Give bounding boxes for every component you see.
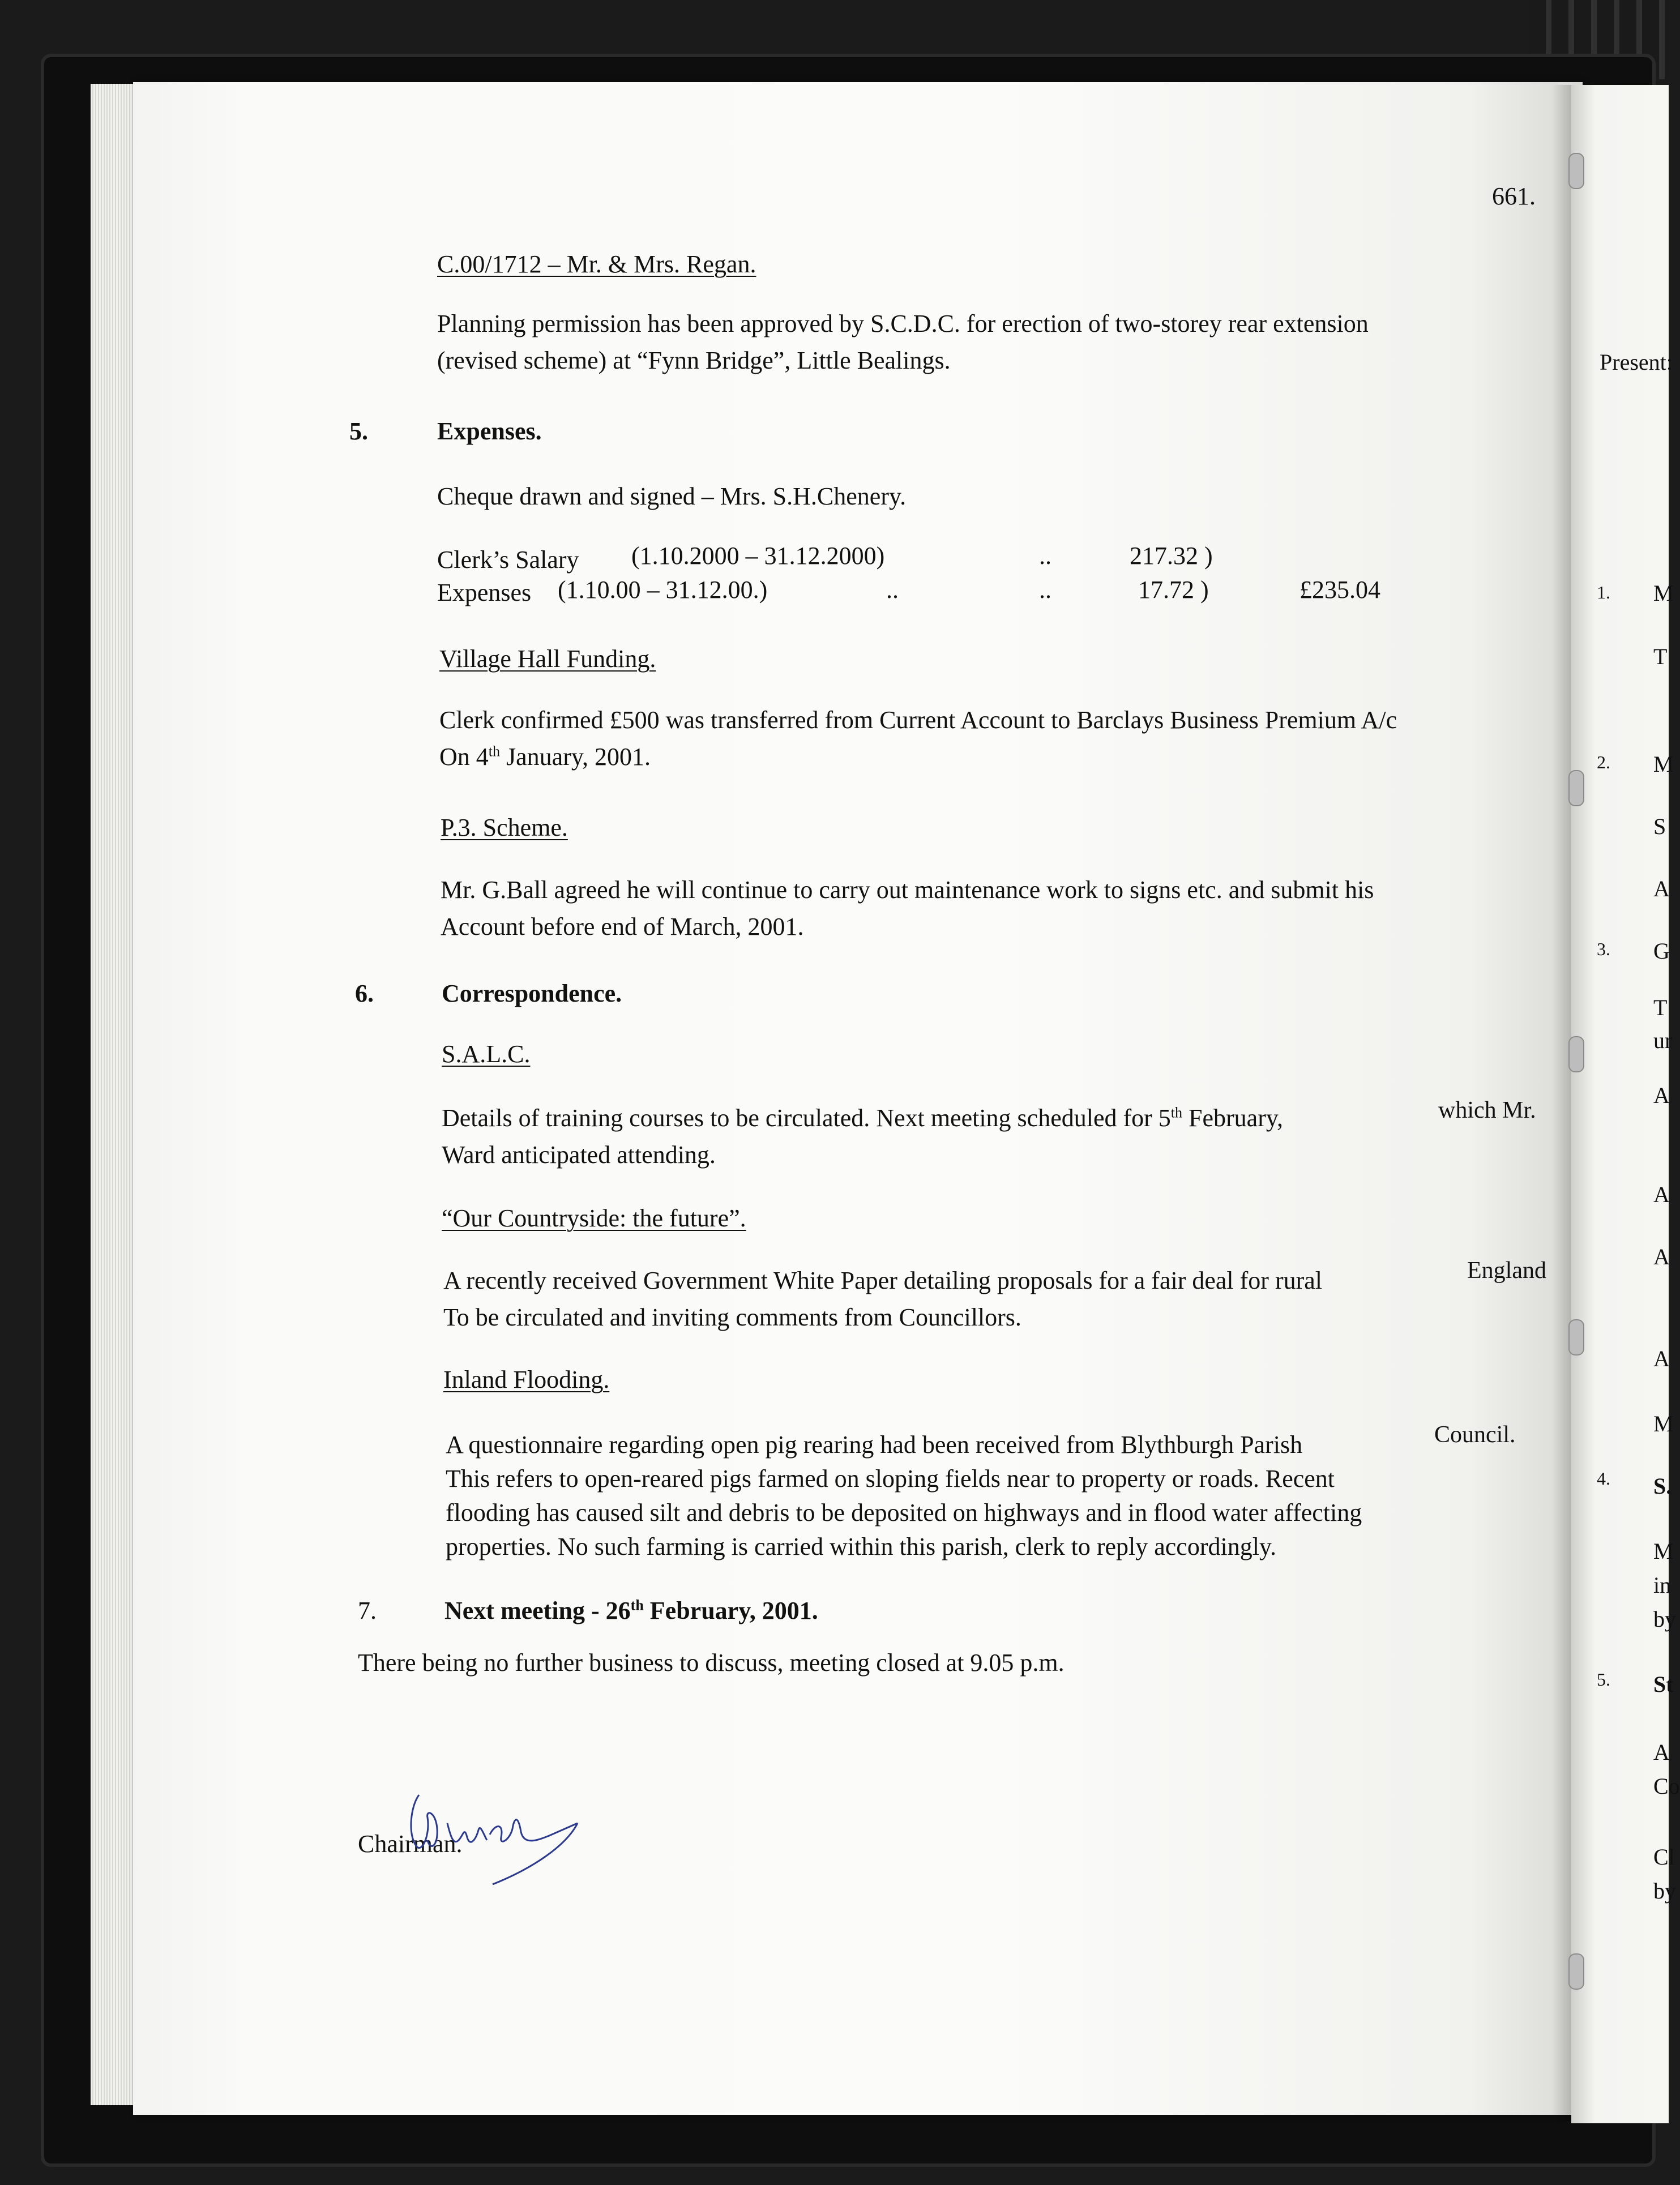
facing-num-3: 3. bbox=[1597, 939, 1610, 959]
item-5-title: Expenses. bbox=[437, 417, 542, 445]
facing-letter: T bbox=[1653, 644, 1668, 669]
planning-line-1: Planning permission has been approved by S.C.D.C. for erection of two-storey rear extension bbox=[437, 310, 1369, 337]
cheque-line: Cheque drawn and signed – Mrs. S.H.Chenery. bbox=[437, 482, 907, 510]
facing-num-1: 1. bbox=[1597, 582, 1610, 602]
binder-ring bbox=[1568, 1319, 1584, 1356]
facing-page bbox=[1571, 85, 1680, 2123]
facing-letter: M bbox=[1653, 751, 1674, 777]
expenses-dots-1: .. bbox=[886, 576, 899, 604]
document-page bbox=[133, 82, 1583, 2115]
flooding-heading: Inland Flooding. bbox=[443, 1366, 610, 1393]
salc-heading: S.A.L.C. bbox=[442, 1040, 531, 1068]
flooding-line-1-tail: Council. bbox=[1434, 1422, 1516, 1448]
facing-present-label: Present: bbox=[1600, 349, 1673, 375]
facing-num-4: 4. bbox=[1597, 1468, 1610, 1489]
chairman-label: Chairman. bbox=[358, 1830, 463, 1858]
salc-line-1-tail: which Mr. bbox=[1438, 1097, 1536, 1123]
facing-letter: A bbox=[1653, 1346, 1670, 1371]
page-number: 661. bbox=[1492, 182, 1536, 210]
salc-line-1: Details of training courses to be circulated. Next meeting scheduled for 5th February, bbox=[442, 1104, 1284, 1132]
salary-period: (1.10.2000 – 31.12.2000) bbox=[631, 542, 885, 570]
flooding-line-1: A questionnaire regarding open pig rearing had been received from Blythburgh Parish bbox=[446, 1431, 1303, 1459]
flooding-line-4: properties. No such farming is carried within this parish, clerk to reply accordingly. bbox=[446, 1533, 1277, 1560]
salary-label: Clerk’s Salary bbox=[437, 546, 579, 574]
facing-letter: T bbox=[1653, 995, 1668, 1020]
item-6-number: 6. bbox=[355, 980, 374, 1007]
flooding-line-3: flooding has caused silt and debris to be deposited on highways and in flood water affecting bbox=[446, 1499, 1362, 1526]
expenses-total: £235.04 bbox=[1299, 576, 1380, 604]
item-7-title: Next meeting - 26th February, 2001. bbox=[444, 1597, 818, 1624]
facing-letter: M bbox=[1653, 580, 1674, 606]
village-hall-line-1: Clerk confirmed £500 was transferred from Current Account to Barclays Business Premium A/c bbox=[439, 706, 1397, 734]
expenses-dots-2: .. bbox=[1039, 576, 1051, 604]
facing-letter: ur bbox=[1653, 1028, 1673, 1053]
facing-letter: A bbox=[1653, 1182, 1670, 1207]
facing-letter: S bbox=[1653, 814, 1666, 839]
item-5-number: 5. bbox=[349, 417, 368, 445]
p3-heading: P.3. Scheme. bbox=[441, 814, 568, 841]
expenses-amount: 17.72 ) bbox=[1138, 576, 1209, 604]
facing-letter: G bbox=[1653, 938, 1670, 964]
planning-line-2: (revised scheme) at “Fynn Bridge”, Little Bealings. bbox=[437, 347, 951, 374]
facing-num-2: 2. bbox=[1597, 752, 1610, 772]
facing-letter: S. bbox=[1653, 1473, 1672, 1499]
facing-letter: M bbox=[1653, 1411, 1674, 1436]
facing-letter: St bbox=[1653, 1671, 1674, 1697]
village-hall-line-2: On 4th January, 2001. bbox=[439, 743, 651, 771]
village-hall-heading: Village Hall Funding. bbox=[439, 645, 656, 673]
item-6-title: Correspondence. bbox=[442, 980, 622, 1007]
flooding-line-2: This refers to open-reared pigs farmed on sloping fields near to property or roads. Recent bbox=[446, 1465, 1335, 1493]
facing-letter: A bbox=[1653, 1083, 1670, 1108]
facing-letter: by bbox=[1653, 1878, 1676, 1904]
p3-line-1: Mr. G.Ball agreed he will continue to carry out maintenance work to signs etc. and submit his bbox=[441, 876, 1374, 904]
salary-dots: .. bbox=[1039, 542, 1051, 570]
closing-line: There being no further business to discuss, meeting closed at 9.05 p.m. bbox=[358, 1649, 1065, 1677]
chairman-signature bbox=[396, 1784, 600, 1891]
facing-letter: A bbox=[1653, 876, 1670, 901]
countryside-heading: “Our Countryside: the future”. bbox=[442, 1204, 746, 1232]
facing-letter: Cl bbox=[1653, 1844, 1675, 1870]
binder-ring bbox=[1568, 770, 1584, 806]
facing-letter: A bbox=[1653, 1244, 1670, 1269]
p3-line-2: Account before end of March, 2001. bbox=[441, 913, 804, 940]
item-7-number: 7. bbox=[358, 1597, 377, 1624]
facing-letter: in bbox=[1653, 1572, 1672, 1598]
countryside-line-2: To be circulated and inviting comments from Councillors. bbox=[443, 1303, 1021, 1331]
facing-num-5: 5. bbox=[1597, 1669, 1610, 1690]
countryside-line-1: A recently received Government White Paper detailing proposals for a fair deal for rural bbox=[443, 1267, 1323, 1294]
expenses-label: Expenses bbox=[437, 579, 532, 606]
salc-line-2: Ward anticipated attending. bbox=[442, 1141, 716, 1169]
salary-amount: 217.32 ) bbox=[1130, 542, 1213, 570]
facing-letter: A bbox=[1653, 1739, 1670, 1765]
planning-heading: C.00/1712 – Mr. & Mrs. Regan. bbox=[437, 250, 756, 278]
binder-ring bbox=[1568, 153, 1584, 189]
facing-letter: M bbox=[1653, 1538, 1674, 1564]
binder-ring bbox=[1568, 1036, 1584, 1072]
binder-ring bbox=[1568, 1953, 1584, 1990]
expenses-period: (1.10.00 – 31.12.00.) bbox=[558, 576, 768, 604]
countryside-line-1-tail: England bbox=[1467, 1258, 1546, 1284]
facing-letter: by bbox=[1653, 1606, 1676, 1632]
facing-letter: Co bbox=[1653, 1773, 1680, 1799]
